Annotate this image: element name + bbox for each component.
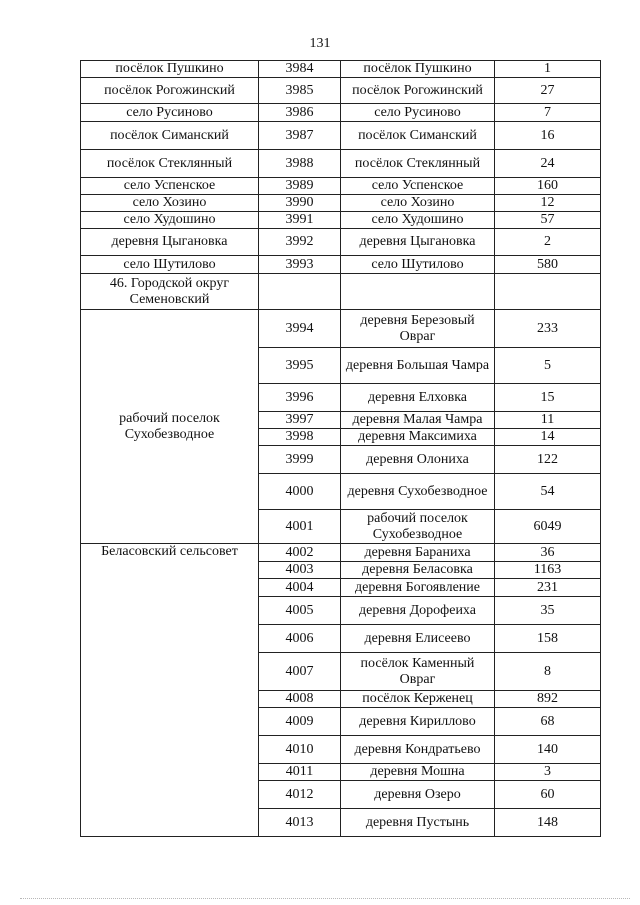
code-cell: 3986: [259, 104, 341, 122]
code-cell: 3990: [259, 195, 341, 212]
code-cell: 3991: [259, 212, 341, 229]
code-cell: 4000: [259, 474, 341, 510]
table-row: [81, 61, 601, 78]
municipality-cell: посёлок Стеклянный: [81, 150, 259, 178]
population-cell: 68: [495, 708, 601, 736]
settlement-name-cell: посёлок Керженец: [341, 691, 495, 708]
table-row: [81, 78, 601, 104]
settlement-name-cell: деревня Бараниха: [341, 544, 495, 562]
population-cell: 24: [495, 150, 601, 178]
code-cell: 4006: [259, 625, 341, 653]
settlement-name-cell: деревня Пустынь: [341, 809, 495, 837]
code-cell: 3995: [259, 348, 341, 384]
population-cell: 57: [495, 212, 601, 229]
municipality-cell: посёлок Пушкино: [81, 61, 259, 78]
code-cell: 3992: [259, 229, 341, 256]
settlement-name-cell: деревня Олониха: [341, 446, 495, 474]
population-cell: 11: [495, 412, 601, 429]
population-cell: 892: [495, 691, 601, 708]
settlement-name-cell: село Успенское: [341, 178, 495, 195]
table-row: [81, 229, 601, 256]
code-cell: 3994: [259, 310, 341, 348]
table-row: [81, 104, 601, 122]
settlement-name-cell: деревня Озеро: [341, 781, 495, 809]
municipality-cell: деревня Цыгановка: [81, 229, 259, 256]
settlement-name-cell: посёлок Симанский: [341, 122, 495, 150]
district-heading: 46. Городской округ Семеновский: [81, 274, 259, 310]
table-row: [81, 544, 601, 562]
settlement-name-cell: деревня Березовый Овраг: [341, 310, 495, 348]
table-row: [81, 310, 601, 348]
population-cell: 36: [495, 544, 601, 562]
table-row: [81, 150, 601, 178]
settlement-name-cell: деревня Большая Чамра: [341, 348, 495, 384]
code-cell: 4001: [259, 510, 341, 544]
population-cell: 15: [495, 384, 601, 412]
empty-cell: [341, 274, 495, 310]
settlement-name-cell: деревня Елховка: [341, 384, 495, 412]
population-cell: 5: [495, 348, 601, 384]
population-cell: 233: [495, 310, 601, 348]
population-cell: 27: [495, 78, 601, 104]
code-cell: 3984: [259, 61, 341, 78]
table-row: [81, 195, 601, 212]
municipality-cell: посёлок Симанский: [81, 122, 259, 150]
code-cell: 4011: [259, 764, 341, 781]
code-cell: 3985: [259, 78, 341, 104]
settlement-name-cell: деревня Кириллово: [341, 708, 495, 736]
settlement-name-cell: посёлок Стеклянный: [341, 150, 495, 178]
settlement-name-cell: деревня Сухобезводное: [341, 474, 495, 510]
empty-cell: [495, 274, 601, 310]
population-cell: 3: [495, 764, 601, 781]
settlement-name-cell: село Худошино: [341, 212, 495, 229]
settlement-name-cell: деревня Богоявление: [341, 579, 495, 597]
population-cell: 148: [495, 809, 601, 837]
population-cell: 14: [495, 429, 601, 446]
settlement-name-cell: деревня Цыгановка: [341, 229, 495, 256]
code-cell: 4010: [259, 736, 341, 764]
settlement-name-cell: деревня Мошна: [341, 764, 495, 781]
code-cell: 3996: [259, 384, 341, 412]
code-cell: 4002: [259, 544, 341, 562]
municipality-cell: село Хозино: [81, 195, 259, 212]
settlement-name-cell: деревня Малая Чамра: [341, 412, 495, 429]
municipality-group-label: рабочий поселок Сухобезводное: [81, 310, 259, 544]
code-cell: 3999: [259, 446, 341, 474]
code-cell: 4004: [259, 579, 341, 597]
settlement-name-cell: посёлок Каменный Овраг: [341, 653, 495, 691]
population-cell: 122: [495, 446, 601, 474]
population-cell: 12: [495, 195, 601, 212]
settlement-name-cell: деревня Кондратьево: [341, 736, 495, 764]
table-row: [81, 178, 601, 195]
settlements-table: [80, 60, 601, 837]
population-cell: 7: [495, 104, 601, 122]
population-cell: 160: [495, 178, 601, 195]
population-cell: 158: [495, 625, 601, 653]
code-cell: 3997: [259, 412, 341, 429]
settlement-name-cell: деревня Беласовка: [341, 562, 495, 579]
table-row: [81, 274, 601, 310]
table-row: [81, 256, 601, 274]
population-cell: 6049: [495, 510, 601, 544]
code-cell: 4008: [259, 691, 341, 708]
settlement-name-cell: село Хозино: [341, 195, 495, 212]
settlement-name-cell: посёлок Пушкино: [341, 61, 495, 78]
settlement-name-cell: деревня Максимиха: [341, 429, 495, 446]
settlement-name-cell: село Русиново: [341, 104, 495, 122]
code-cell: 4013: [259, 809, 341, 837]
code-cell: 4005: [259, 597, 341, 625]
municipality-cell: посёлок Рогожинский: [81, 78, 259, 104]
page-number: 131: [309, 36, 331, 51]
population-cell: 1: [495, 61, 601, 78]
population-cell: 580: [495, 256, 601, 274]
population-cell: 140: [495, 736, 601, 764]
code-cell: 4009: [259, 708, 341, 736]
table-row: [81, 122, 601, 150]
municipality-cell: село Шутилово: [81, 256, 259, 274]
table-row: [81, 212, 601, 229]
code-cell: 4003: [259, 562, 341, 579]
municipality-group-label: Беласовский сельсовет: [81, 544, 259, 837]
municipality-cell: село Русиново: [81, 104, 259, 122]
population-cell: 2: [495, 229, 601, 256]
population-cell: 60: [495, 781, 601, 809]
population-cell: 16: [495, 122, 601, 150]
empty-cell: [259, 274, 341, 310]
code-cell: 3989: [259, 178, 341, 195]
population-cell: 54: [495, 474, 601, 510]
code-cell: 3998: [259, 429, 341, 446]
municipality-cell: село Успенское: [81, 178, 259, 195]
settlement-name-cell: село Шутилово: [341, 256, 495, 274]
municipality-cell: село Худошино: [81, 212, 259, 229]
settlement-name-cell: деревня Елисеево: [341, 625, 495, 653]
code-cell: 4012: [259, 781, 341, 809]
settlement-name-cell: рабочий поселок Сухобезводное: [341, 510, 495, 544]
code-cell: 3993: [259, 256, 341, 274]
code-cell: 3988: [259, 150, 341, 178]
code-cell: 3987: [259, 122, 341, 150]
population-cell: 35: [495, 597, 601, 625]
code-cell: 4007: [259, 653, 341, 691]
population-cell: 8: [495, 653, 601, 691]
population-cell: 231: [495, 579, 601, 597]
scan-artifact: [20, 898, 630, 905]
population-cell: 1163: [495, 562, 601, 579]
settlement-name-cell: посёлок Рогожинский: [341, 78, 495, 104]
settlement-name-cell: деревня Дорофеиха: [341, 597, 495, 625]
